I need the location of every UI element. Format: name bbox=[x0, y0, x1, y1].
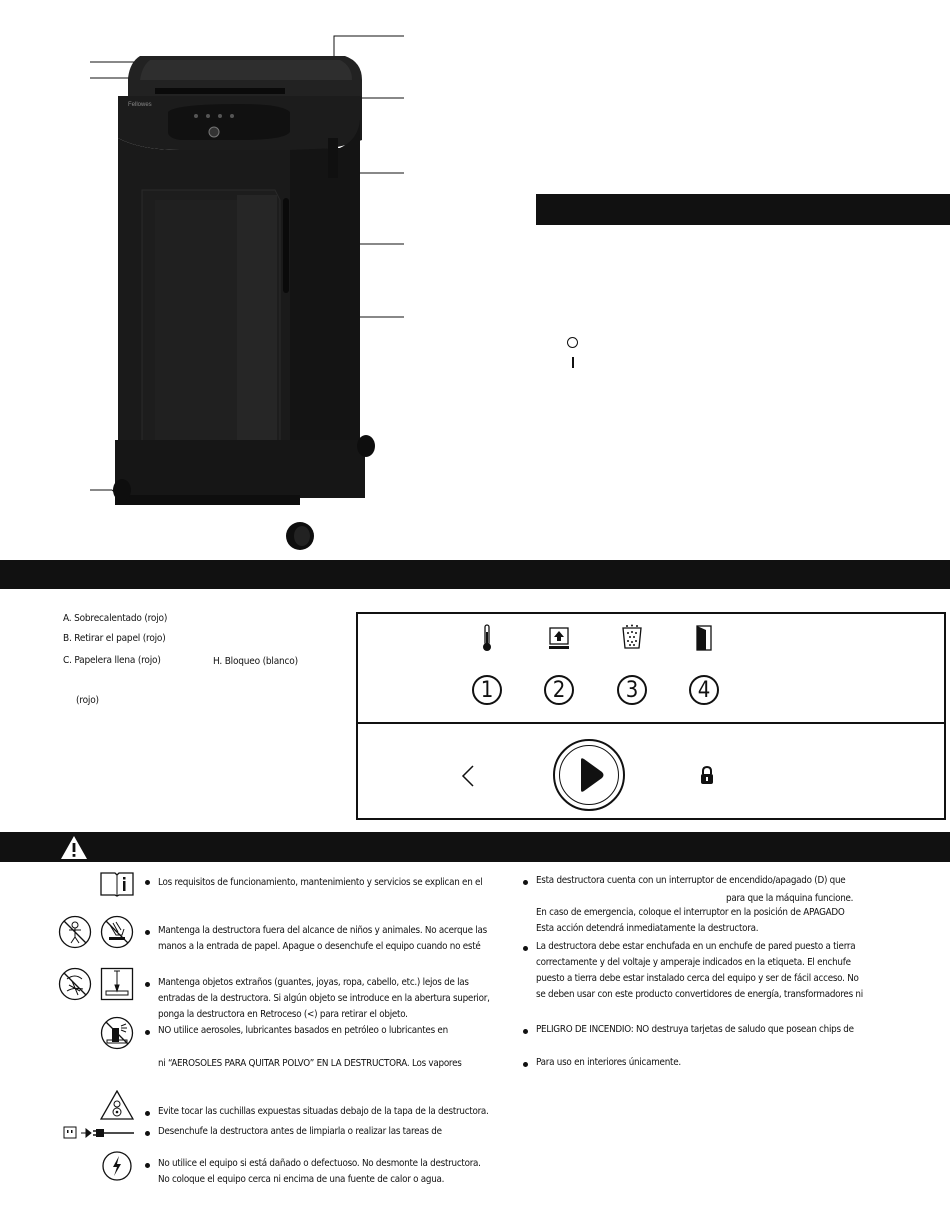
no-aerosol-icon bbox=[100, 1016, 134, 1050]
safety-left-1: Los requisitos de funcionamiento, mantenimiento y servicios se explican en el bbox=[158, 877, 483, 888]
safety-left-2b: manos a la entrada de papel. Apague o desenchufe el equipo cuando no esté bbox=[158, 941, 481, 952]
electric-shock-icon bbox=[102, 1151, 132, 1181]
play-button[interactable] bbox=[553, 739, 625, 811]
reverse-icon[interactable] bbox=[460, 764, 476, 788]
legend-b: B. Retirar el papel (rojo) bbox=[63, 633, 166, 644]
section-header-bar-power bbox=[536, 194, 950, 225]
safety-right-4: Para uso en interiores únicamente. bbox=[536, 1057, 681, 1068]
legend-rojo: (rojo) bbox=[76, 695, 99, 706]
section-header-bar-safety bbox=[0, 832, 950, 862]
power-off-symbol bbox=[567, 337, 578, 348]
bin-full-icon bbox=[621, 624, 643, 650]
no-hands-icon bbox=[100, 915, 134, 949]
indicator-1: 1 bbox=[472, 675, 502, 705]
safety-left-5: ni “AEROSOLES PARA QUITAR POLVO” EN LA DESTRUCTORA. Los vapores bbox=[158, 1058, 462, 1069]
safety-right-2a: La destructora debe estar enchufada en un enchufe de pared puesto a tierra bbox=[536, 941, 856, 952]
safety-right-2d: se deben usar con este producto convertidores de energía, transformadores ni bbox=[536, 989, 863, 1000]
safety-left-3c: ponga la destructora en Retroceso (<) para retirar el objeto. bbox=[158, 1009, 408, 1020]
blade-warning-icon bbox=[100, 1090, 134, 1120]
lock-icon bbox=[699, 765, 715, 785]
indicator-2: 2 bbox=[544, 675, 574, 705]
power-on-symbol bbox=[572, 357, 574, 368]
bullet-dot bbox=[145, 982, 150, 987]
unplug-icon bbox=[63, 1126, 135, 1140]
play-icon bbox=[577, 757, 605, 793]
safety-left-3b: entradas de la destructora. Si algún objeto se introduce en la abertura superior, bbox=[158, 993, 490, 1004]
no-loose-items-icon bbox=[58, 967, 92, 1001]
safety-left-8a: No utilice el equipo si está dañado o defectuoso. No desmonte la destructora. bbox=[158, 1158, 481, 1169]
no-tie-icon bbox=[100, 967, 134, 1001]
no-children-icon bbox=[58, 915, 92, 949]
indicator-4: 4 bbox=[689, 675, 719, 705]
warning-icon bbox=[60, 835, 88, 860]
bullet-dot bbox=[523, 946, 528, 951]
bullet-dot bbox=[145, 1030, 150, 1035]
safety-left-4: NO utilice aerosoles, lubricantes basados en petróleo o lubricantes en bbox=[158, 1025, 448, 1036]
bullet-dot bbox=[523, 880, 528, 885]
bullet-dot bbox=[145, 930, 150, 935]
read-manual-icon bbox=[100, 871, 134, 897]
safety-left-3a: Mantenga objetos extraños (guantes, joyas, ropa, cabello, etc.) lejos de las bbox=[158, 977, 469, 988]
safety-left-8b: No coloque el equipo cerca ni encima de una fuente de calor o agua. bbox=[158, 1174, 445, 1185]
remove-paper-icon bbox=[548, 626, 570, 650]
door-open-icon bbox=[695, 624, 713, 652]
panel-divider bbox=[358, 722, 944, 724]
safety-left-7: Desenchufe la destructora antes de limpiarla o realizar las tareas de bbox=[158, 1126, 442, 1137]
bullet-dot bbox=[145, 1131, 150, 1136]
bullet-dot bbox=[523, 1029, 528, 1034]
thermometer-icon bbox=[482, 624, 492, 652]
safety-right-1d: Esta acción detendrá inmediatamente la destructora. bbox=[536, 923, 759, 934]
safety-right-1c: En caso de emergencia, coloque el interruptor en la posición de APAGADO bbox=[536, 907, 845, 918]
bullet-dot bbox=[145, 1163, 150, 1168]
bullet-dot bbox=[145, 880, 150, 885]
legend-h: H. Bloqueo (blanco) bbox=[213, 656, 298, 667]
safety-left-2a: Mantenga la destructora fuera del alcance de niños y animales. No acerque las bbox=[158, 925, 487, 936]
safety-right-3: PELIGRO DE INCENDIO: NO destruya tarjetas de saludo que posean chips de bbox=[536, 1024, 854, 1035]
safety-right-2c: puesto a tierra debe estar instalado cerca del equipo y ser de fácil acceso. No bbox=[536, 973, 859, 984]
bullet-dot bbox=[523, 1062, 528, 1067]
safety-right-2b: correctamente y del voltaje y amperaje indicados en la etiqueta. El enchufe bbox=[536, 957, 851, 968]
legend-c: C. Papelera llena (rojo) bbox=[63, 655, 161, 666]
shredder-illustration bbox=[0, 0, 420, 560]
bullet-dot bbox=[145, 1111, 150, 1116]
section-header-bar-panel bbox=[0, 560, 950, 589]
legend-a: A. Sobrecalentado (rojo) bbox=[63, 613, 168, 624]
safety-right-1b: para que la máquina funcione. bbox=[726, 893, 854, 904]
safety-right-1a: Esta destructora cuenta con un interruptor de encendido/apagado (D) que bbox=[536, 875, 846, 886]
safety-left-6: Evite tocar las cuchillas expuestas situadas debajo de la tapa de la destructora. bbox=[158, 1106, 489, 1117]
control-panel-diagram bbox=[356, 612, 946, 820]
indicator-3: 3 bbox=[617, 675, 647, 705]
brand-logo: Fellowes bbox=[128, 102, 152, 108]
